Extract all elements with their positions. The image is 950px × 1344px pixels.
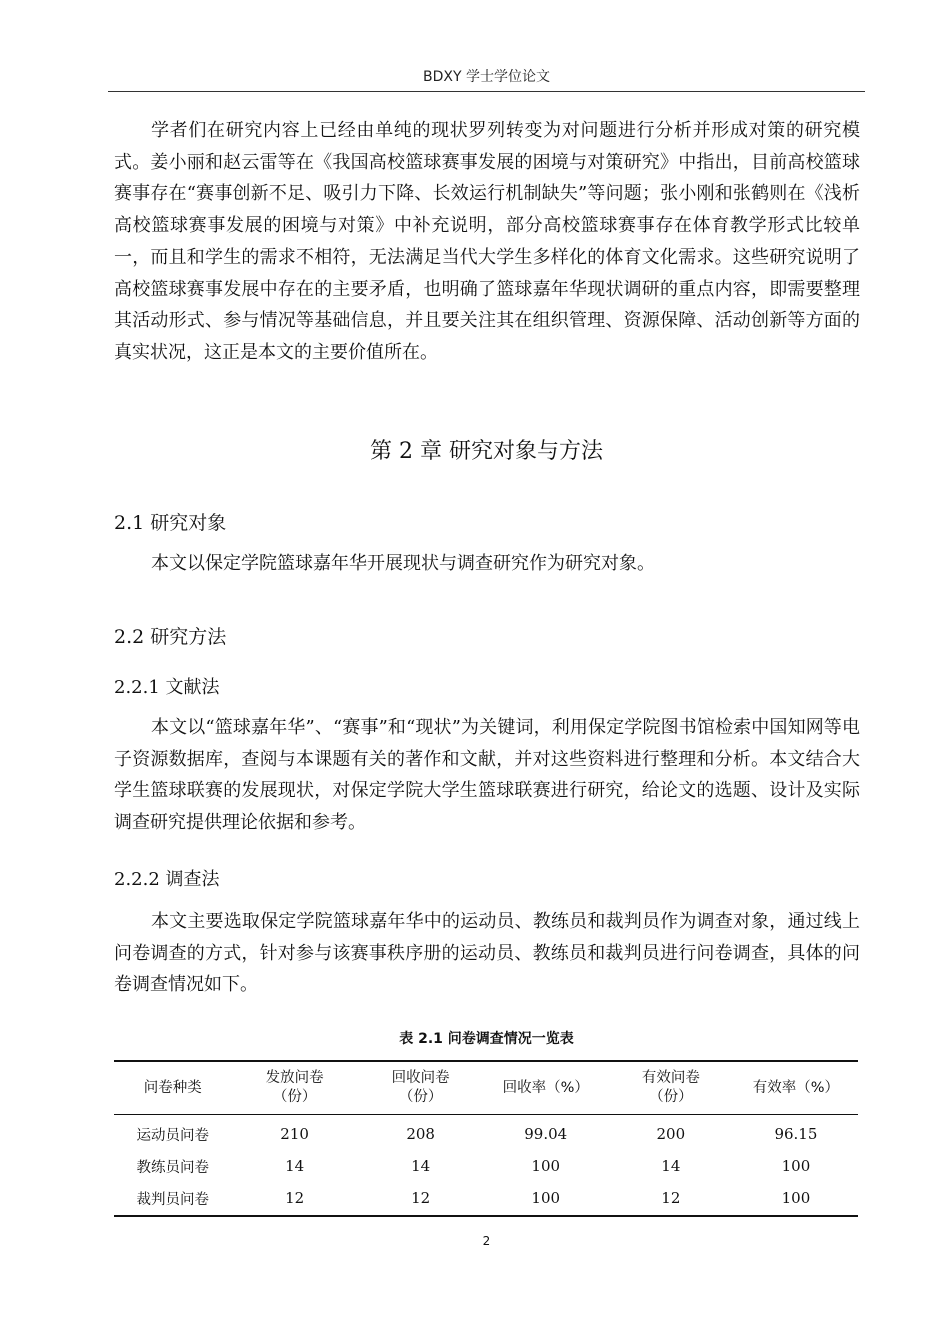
table-cell: 运动员问卷 <box>136 1127 210 1144</box>
table-cell: 100 <box>781 1189 811 1207</box>
column-header: 回收问卷 （份） <box>391 1070 450 1105</box>
column-header: 发放问卷 （份） <box>265 1070 324 1105</box>
table-cell: 208 <box>406 1125 435 1143</box>
column-header: 问卷种类 <box>143 1079 202 1096</box>
page-header: BDXY 学士学位论文 <box>423 69 550 85</box>
table-cell: 200 <box>656 1125 686 1143</box>
research-object-paragraph: 本文以保定学院篮球嘉年华开展现状与调查研究作为研究对象。 <box>151 553 655 574</box>
chapter-title: 第 2 章 研究对象与方法 <box>370 439 603 464</box>
table-caption: 表 2.1 问卷调查情况一览表 <box>399 1031 574 1047</box>
table-cell: 12 <box>661 1189 681 1207</box>
section-2-2-heading: 2.2 研究方法 <box>114 626 227 648</box>
column-header: 有效率（%） <box>752 1079 840 1096</box>
table-cell: 99.04 <box>524 1125 568 1143</box>
column-header: 回收率（%） <box>502 1079 589 1096</box>
table-cell: 100 <box>531 1157 561 1175</box>
intro-paragraph: 学者们在研究内容上已经由单纯的现状罗列转变为对问题进行分析并形成对策的研究模式。姜小丽和赵云雷等在《我国高校篮球赛事发展的困境与对策研究》中指出，目前高校篮球赛事存在“赛事创新不足、吸引力下降、长效运行机制缺失”等问题；张小刚和张鹤则在《浅析高校篮球赛事发展的困境与对策》中补充说明，部分高校篮球赛事存在体育教学形式比较单一，而且和学生的需求不相符，无法满足当代大学生多样化的体育文化需求。这些研究说明了高校篮球赛事发展中存在的主要矛盾，也明确了篮球嘉年华现状调研的重点内容，即需要整理其活动形式、参与情况等基础信息，并且要关注其在组织管理、资源保障、活动创新等方面的真实状况，这正是本文的主要价值所在。 <box>114 120 860 363</box>
literature-method-paragraph: 本文以“篮球嘉年华”、“赛事”和“现状”为关键词，利用保定学院图书馆检索中国知网等电子资源数据库，查阅与本课题有关的著作和文献，并对这些资料进行整理和分析。本文结合大学生篮球联赛的发展现状，对保定学院大学生篮球联赛进行研究，给论文的选题、设计及实际调查研究提供理论依据和参考。 <box>114 717 860 834</box>
page-number: 2 <box>482 1234 491 1248</box>
table-cell: 96.15 <box>774 1125 818 1143</box>
table-row <box>114 1150 858 1182</box>
table-row <box>114 1115 858 1151</box>
table-cell: 210 <box>280 1125 309 1143</box>
table-cell: 12 <box>285 1189 305 1207</box>
table-cell: 100 <box>531 1189 561 1207</box>
section-2-2-1-heading: 2.2.1 文献法 <box>114 677 220 698</box>
table-header-row <box>114 1061 858 1115</box>
section-2-1-heading: 2.1 研究对象 <box>114 512 227 534</box>
table-cell: 教练员问卷 <box>136 1159 210 1176</box>
survey-table <box>114 1060 858 1217</box>
table-row <box>114 1182 858 1216</box>
survey-method-paragraph: 本文主要选取保定学院篮球嘉年华中的运动员、教练员和裁判员作为调查对象，通过线上问卷调查的方式，针对参与该赛事秩序册的运动员、教练员和裁判员进行问卷调查，具体的问卷调查情况如下。 <box>114 911 860 996</box>
column-header: 有效问卷 （份） <box>641 1070 700 1105</box>
table-cell: 14 <box>411 1157 431 1175</box>
header-rule <box>108 91 865 92</box>
table-cell: 14 <box>285 1157 305 1175</box>
table-cell: 100 <box>781 1157 811 1175</box>
table-cell: 12 <box>411 1189 431 1207</box>
section-2-2-2-heading: 2.2.2 调查法 <box>114 869 220 890</box>
table-cell: 14 <box>661 1157 681 1175</box>
table-cell: 裁判员问卷 <box>136 1191 210 1208</box>
